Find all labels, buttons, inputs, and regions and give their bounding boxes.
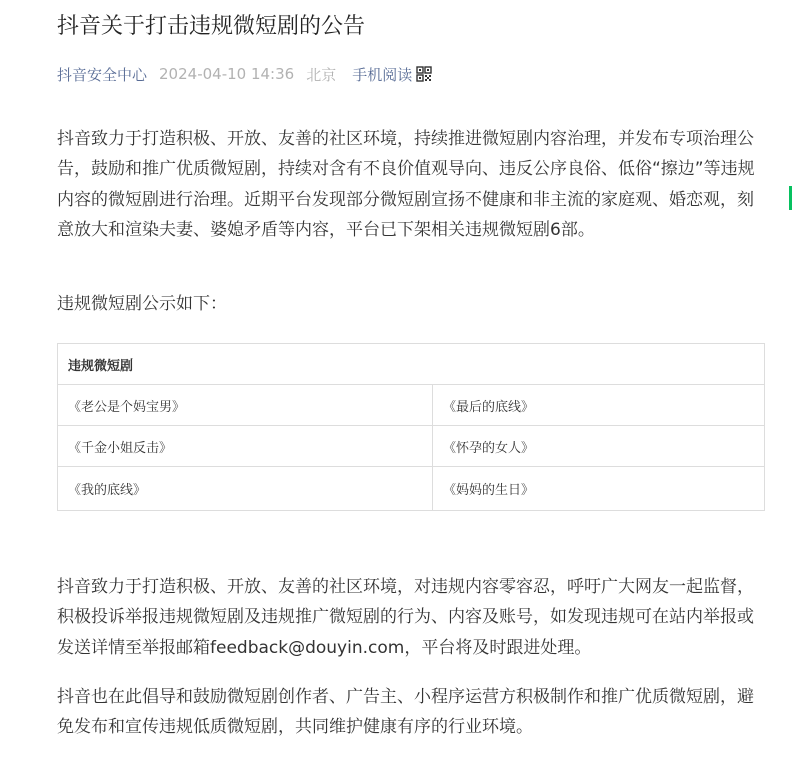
account-name-link[interactable]: 抖音安全中心: [57, 65, 148, 84]
table-cell: 《怀孕的女人》: [433, 426, 765, 467]
article-title: 抖音关于打击违规微短剧的公告: [57, 14, 366, 39]
table-row: [58, 385, 765, 426]
qr-code-icon: [416, 66, 432, 82]
table-cell: 《妈妈的生日》: [433, 467, 765, 511]
table-cell: 《老公是个妈宝男》: [58, 385, 433, 426]
table-cell: 《最后的底线》: [433, 385, 765, 426]
table-row: [58, 426, 765, 467]
publish-location: 北京: [306, 65, 337, 84]
violation-drama-table: [57, 343, 765, 511]
mobile-read-label: 手机阅读: [352, 65, 413, 84]
report-paragraph: 抖音致力于打造积极、开放、友善的社区环境，对违规内容零容忍，呼吁广大网友一起监督，积极投诉举报违规微短剧及违规推广微短剧的行为、内容及账号，如发现违规可在站内举报或发送详情至举报邮箱feedback@douyin.com，平台将及时跟进处理。: [57, 577, 754, 658]
table-cell: 《千金小姐反击》: [58, 426, 433, 467]
closing-paragraph: 抖音也在此倡导和鼓励微短剧创作者、广告主、小程序运营方积极制作和推广优质微短剧，避免发布和宣传违规低质微短剧，共同维护健康有序的行业环境。: [57, 687, 754, 738]
table-header-row: [58, 344, 765, 385]
list-intro-paragraph: 违规微短剧公示如下：: [57, 294, 227, 314]
table-header-cell: 违规微短剧: [58, 344, 765, 385]
article-meta: [57, 63, 432, 85]
publish-date: 2024-04-10 14:36: [159, 65, 295, 83]
mobile-read-button[interactable]: [352, 64, 432, 85]
table-cell: 《我的底线》: [58, 467, 433, 511]
intro-paragraph: 抖音致力于打造积极、开放、友善的社区环境，持续推进微短剧内容治理，并发布专项治理公告，鼓励和推广优质微短剧，持续对含有不良价值观导向、违反公序良俗、低俗“擦边”等违规内容的微短剧进行治理。近期平台发现部分微短剧宣扬不健康和非主流的家庭观、婚恋观，刻意放大和渲染夫妻、婆媳矛盾等内容，平台已下架相关违规微短剧6部。: [57, 129, 755, 241]
table-row: [58, 467, 765, 511]
